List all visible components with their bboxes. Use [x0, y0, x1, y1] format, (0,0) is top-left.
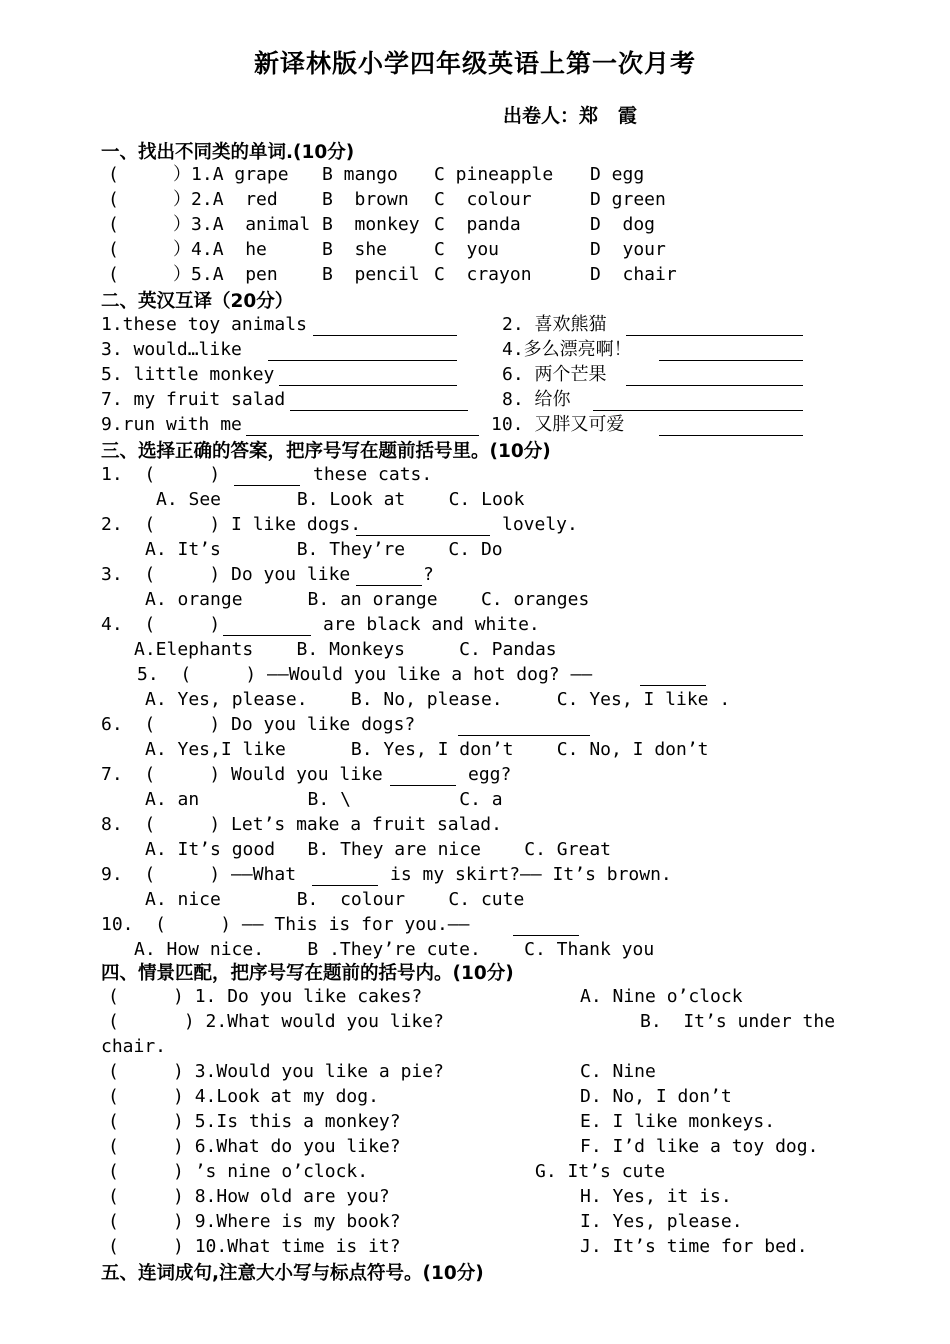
answer-blank[interactable]: [626, 317, 803, 336]
s1-q2-b: B brown: [322, 189, 409, 210]
answer-blank[interactable]: [312, 867, 378, 886]
answer-blank[interactable]: [313, 317, 457, 336]
s3-q5-options: A. Yes, please. B. No, please. C. Yes, I like .: [145, 689, 731, 710]
s2-item-4: 4.多么漂亮啊！: [502, 339, 632, 360]
s1-q2-stem: ( ）2.A red: [108, 189, 278, 210]
s4-q1: ( ) 1. Do you like cakes?: [108, 986, 423, 1007]
s3-q4-options: A.Elephants B. Monkeys C. Pandas: [134, 639, 557, 660]
s4-answer-g: G. It’s cute: [535, 1161, 666, 1182]
answer-blank[interactable]: [279, 367, 457, 386]
s4-answer-h: H. Yes, it is.: [580, 1186, 732, 1207]
s3-q2-options: A. It’s B. They’re C. Do: [145, 539, 503, 560]
answer-blank[interactable]: [390, 767, 456, 786]
s2-item-7: 7. my fruit salad: [101, 389, 286, 410]
s1-q3-stem: ( ）3.A animal: [108, 214, 311, 235]
s4-q9: ( ) 9.Where is my book?: [108, 1211, 401, 1232]
section-3-heading: 三、选择正确的答案，把序号写在题前括号里。(10分): [101, 441, 551, 462]
s1-q4-stem: ( ）4.A he: [108, 239, 267, 260]
s3-q2-tail: lovely.: [502, 514, 578, 535]
s3-q2-stem: 2. ( ) I like dogs.: [101, 514, 362, 535]
s3-q8-options: A. It’s good B. They are nice C. Great: [145, 839, 611, 860]
s4-answer-e: E. I like monkeys.: [580, 1111, 776, 1132]
s3-q3-tail: ?: [423, 564, 434, 585]
s4-answer-f: F. I’d like a toy dog.: [580, 1136, 819, 1157]
s3-q1-stem: 1. ( ): [101, 464, 221, 485]
section-2-heading: 二、英汉互译（20分）: [101, 291, 294, 312]
s4-answer-b-wrap: chair.: [101, 1036, 167, 1057]
s1-q3-c: C panda: [434, 214, 521, 235]
s1-q1-stem: ( ）1.A grape: [108, 164, 289, 185]
answer-blank[interactable]: [356, 517, 490, 536]
s2-item-8: 8. 给你: [502, 389, 571, 410]
s2-item-9: 9.run with me: [101, 414, 242, 435]
answer-blank[interactable]: [513, 917, 579, 936]
answer-blank[interactable]: [659, 417, 803, 436]
answer-blank[interactable]: [290, 392, 468, 411]
s3-q7-tail: egg?: [468, 764, 512, 785]
answer-blank[interactable]: [626, 367, 803, 386]
answer-blank[interactable]: [593, 392, 803, 411]
s3-q6-options: A. Yes,I like B. Yes, I don’t C. No, I don’t: [145, 739, 709, 760]
section-4-heading: 四、情景匹配，把序号写在题前的括号内。(10分): [101, 963, 514, 984]
s4-q2: ( ) 2.What would you like?: [108, 1011, 444, 1032]
answer-blank[interactable]: [640, 667, 706, 686]
answer-blank[interactable]: [458, 717, 590, 736]
s2-item-6: 6. 两个芒果: [502, 364, 607, 385]
s3-q5-stem: 5. ( ) ——Would you like a hot dog? ——: [137, 664, 593, 685]
page-title: 新译林版小学四年级英语上第一次月考: [253, 49, 696, 78]
s3-q3-options: A. orange B. an orange C. oranges: [145, 589, 590, 610]
s2-item-1: 1.these toy animals: [101, 314, 307, 335]
answer-blank[interactable]: [356, 567, 422, 586]
s1-q2-c: C colour: [434, 189, 532, 210]
section-1-heading: 一、找出不同类的单词.(10分): [101, 142, 355, 163]
s2-item-5: 5. little monkey: [101, 364, 275, 385]
s2-item-10: 10. 又胖又可爱: [491, 414, 636, 435]
author-line: 出卷人：郑 霞: [503, 105, 637, 127]
s1-q1-b: B mango: [322, 164, 398, 185]
s2-item-3: 3. would…like: [101, 339, 253, 360]
s4-q3: ( ) 3.Would you like a pie?: [108, 1061, 444, 1082]
s3-q9-options: A. nice B. colour C. cute: [145, 889, 525, 910]
s1-q4-c: C you: [434, 239, 500, 260]
s4-answer-d: D. No, I don’t: [580, 1086, 732, 1107]
s3-q10-stem: 10. ( ) —— This is for you.——: [101, 914, 470, 935]
s3-q10-options: A. How nice. B .They’re cute. C. Thank you: [134, 939, 655, 960]
s3-q7-options: A. an B. \ C. a: [145, 789, 503, 810]
answer-blank[interactable]: [223, 617, 311, 636]
s1-q5-b: B pencil: [322, 264, 420, 285]
section-5-heading: 五、连词成句,注意大小写与标点符号。(10分): [101, 1263, 484, 1284]
s4-answer-c: C. Nine: [580, 1061, 656, 1082]
s4-q5: ( ) 5.Is this a monkey?: [108, 1111, 401, 1132]
s3-q4-tail: are black and white.: [323, 614, 540, 635]
s3-q4-stem: 4. ( ): [101, 614, 221, 635]
s1-q2-d: D green: [590, 189, 666, 210]
s1-q5-d: D chair: [590, 264, 677, 285]
answer-blank[interactable]: [234, 467, 300, 486]
s2-item-2: 2. 喜欢熊猫: [502, 314, 607, 335]
s3-q9-tail: is my skirt?—— It’s brown.: [390, 864, 672, 885]
s4-answer-a: A. Nine o’clock: [580, 986, 743, 1007]
s1-q3-d: D dog: [590, 214, 656, 235]
s4-q8: ( ) 8.How old are you?: [108, 1186, 390, 1207]
s3-q3-stem: 3. ( ) Do you like: [101, 564, 351, 585]
s3-q7-stem: 7. ( ) Would you like: [101, 764, 383, 785]
s4-answer-i: I. Yes, please.: [580, 1211, 743, 1232]
s4-q4: ( ) 4.Look at my dog.: [108, 1086, 379, 1107]
s4-q7: ( ) ’s nine o’clock.: [108, 1161, 369, 1182]
s1-q5-stem: ( ）5.A pen: [108, 264, 278, 285]
s3-q1-tail: these cats.: [313, 464, 433, 485]
s1-q1-c: C pineapple: [434, 164, 554, 185]
s1-q4-b: B she: [322, 239, 388, 260]
s3-q9-stem: 9. ( ) ——What: [101, 864, 297, 885]
s1-q1-d: D egg: [590, 164, 645, 185]
s4-q6: ( ) 6.What do you like?: [108, 1136, 401, 1157]
answer-blank[interactable]: [268, 342, 457, 361]
s1-q3-b: B monkey: [322, 214, 420, 235]
s3-q6-stem: 6. ( ) Do you like dogs?: [101, 714, 416, 735]
s1-q4-d: D your: [590, 239, 666, 260]
answer-blank[interactable]: [659, 342, 803, 361]
s3-q1-options: A. See B. Look at C. Look: [156, 489, 525, 510]
s4-answer-j: J. It’s time for bed.: [580, 1236, 808, 1257]
s3-q8-stem: 8. ( ) Let’s make a fruit salad.: [101, 814, 502, 835]
s4-answer-b: B. It’s under the: [640, 1011, 836, 1032]
answer-blank[interactable]: [246, 417, 479, 436]
s4-q10: ( ) 10.What time is it?: [108, 1236, 401, 1257]
s1-q5-c: C crayon: [434, 264, 532, 285]
